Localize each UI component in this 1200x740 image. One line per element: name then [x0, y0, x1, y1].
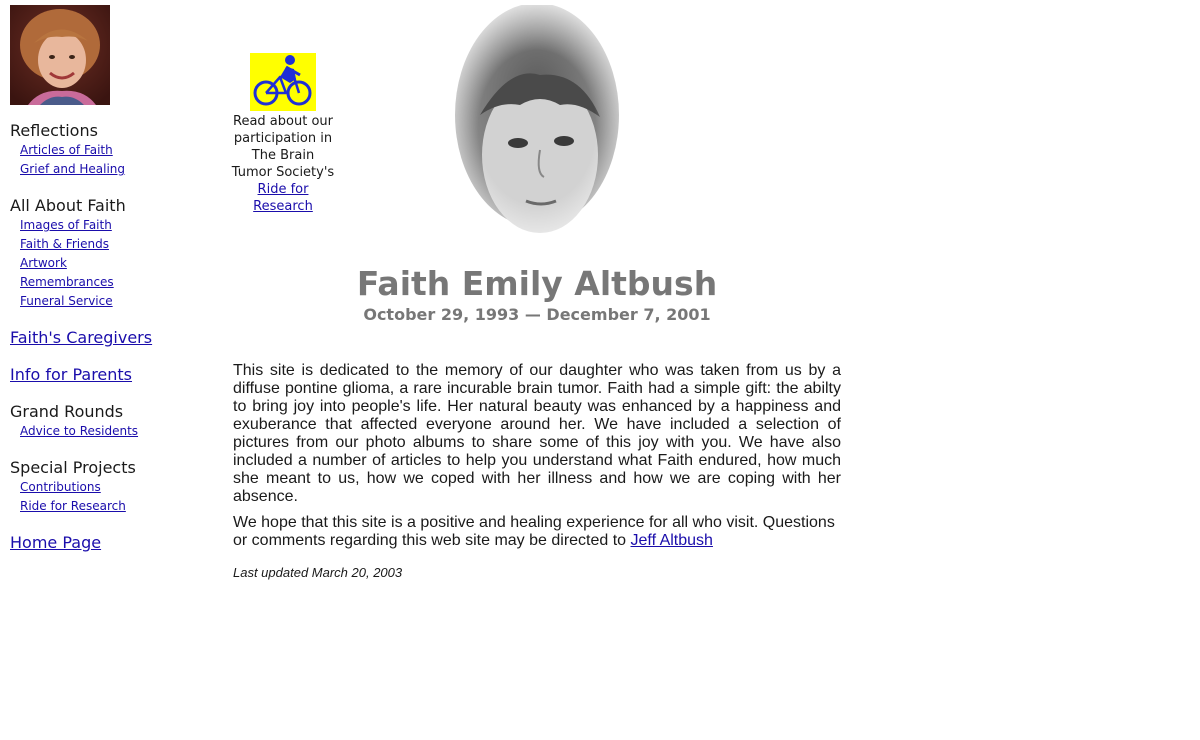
- ride-text-line-3: The Brain: [251, 148, 315, 163]
- ride-text-line-4: Tumor Society's: [231, 165, 335, 180]
- life-dates: October 29, 1993 — December 7, 2001: [363, 305, 711, 324]
- nav-link-articles-of-faith[interactable]: Articles of Faith: [20, 143, 113, 157]
- nav-section-grand-rounds: [10, 402, 210, 441]
- ride-text-line-2: participation in: [233, 131, 333, 146]
- nav-heading-grand-rounds: Grand Rounds: [10, 402, 124, 421]
- faith-memorial-portrait: [440, 5, 634, 260]
- nav-link-advice-to-residents[interactable]: Advice to Residents: [20, 424, 139, 438]
- bicycle-rider-icon[interactable]: [250, 53, 316, 111]
- nav-link-faith-and-friends[interactable]: Faith & Friends: [20, 237, 109, 251]
- nav-link-contributions[interactable]: Contributions: [20, 480, 101, 494]
- last-updated: Last updated March 20, 2003: [233, 565, 403, 580]
- nav-section-special-projects: [10, 458, 210, 516]
- nav-link-info-for-parents[interactable]: Info for Parents: [10, 365, 133, 384]
- nav-section-info-for-parents: [10, 365, 210, 385]
- nav-link-faiths-caregivers[interactable]: Faith's Caregivers: [10, 328, 153, 347]
- ride-text-line-1: Read about our: [233, 114, 333, 129]
- sidebar: [10, 5, 210, 553]
- nav-link-funeral-service[interactable]: Funeral Service: [20, 294, 113, 308]
- nav-link-images-of-faith[interactable]: Images of Faith: [20, 218, 112, 232]
- faith-portrait-thumbnail: [10, 5, 110, 105]
- contact-paragraph: [233, 514, 841, 550]
- nav-section-caregivers: [10, 328, 210, 348]
- nav-link-grief-and-healing[interactable]: Grief and Healing: [20, 162, 126, 176]
- ride-for-research-promo: [228, 53, 338, 215]
- nav-section-home: [10, 533, 210, 553]
- nav-link-home-page[interactable]: Home Page: [10, 533, 102, 552]
- nav-section-reflections: [10, 121, 210, 179]
- nav-section-all-about-faith: [10, 196, 210, 311]
- contact-paragraph-text: We hope that this site is a positive and healing experience for all who visit. Questions or comments regarding this web site may be directed to: [233, 514, 835, 549]
- ride-link-line-1[interactable]: Ride for: [257, 182, 309, 197]
- nav-heading-reflections: Reflections: [10, 121, 98, 140]
- nav-link-ride-for-research[interactable]: Ride for Research: [20, 499, 126, 513]
- nav-link-remembrances[interactable]: Remembrances: [20, 275, 114, 289]
- contact-link-jeff-altbush[interactable]: Jeff Altbush: [630, 532, 713, 549]
- nav-link-artwork[interactable]: Artwork: [20, 256, 67, 270]
- dedication-paragraph: This site is dedicated to the memory of our daughter who was taken from us by a diffuse pontine glioma, a rare incurable brain tumor. Faith had a simple gift: the abilty to bring joy into people's life. Her natural beauty was enhanced by a happiness and exuberance that affected everyone around her. We have included a selection of pictures from our photo albums to share some of this joy with you. We have also included a number of articles to help you understand what Faith endured, how much she meant to us, how we coped with her illness and how we are coping with her absence.: [233, 362, 841, 505]
- nav-heading-all-about-faith: All About Faith: [10, 196, 126, 215]
- nav-heading-special-projects: Special Projects: [10, 458, 136, 477]
- dedication-text: [233, 362, 841, 582]
- ride-link-line-2[interactable]: Research: [253, 199, 313, 214]
- page-title: Faith Emily Altbush: [356, 264, 718, 303]
